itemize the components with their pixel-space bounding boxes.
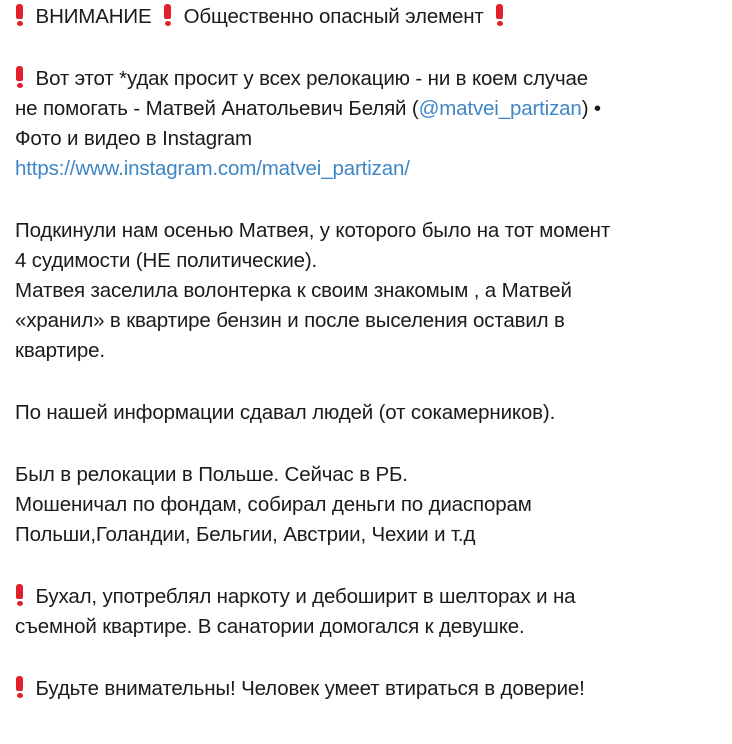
- paragraph-line: [15, 582, 727, 612]
- intro-text: ) •: [581, 97, 601, 120]
- paragraph-line: Польши,Голандии, Бельгии, Австрии, Чехии и т.д: [15, 523, 476, 546]
- user-mention-link[interactable]: @matvei_partizan: [418, 97, 582, 120]
- header-title: ВНИМАНИЕ: [35, 5, 152, 28]
- spacer: [15, 32, 727, 64]
- intro-line-2: [15, 94, 727, 124]
- paragraph-line: Подкинули нам осенью Матвея, у которого было на тот момент: [15, 219, 611, 242]
- instagram-url-link[interactable]: https://www.instagram.com/matvei_partizan/: [15, 157, 410, 180]
- intro-text: Фото и видео в Instagram: [15, 127, 252, 150]
- spacer: [15, 550, 727, 582]
- message-text: [15, 0, 727, 704]
- intro-text: не помогать - Матвей Анатольевич Беляй (: [15, 97, 419, 120]
- paragraph-line: Был в релокации в Польше. Сейчас в РБ.: [15, 463, 408, 486]
- paragraph-line: Мошеничал по фондам, собирал деньги по диаспорам: [15, 493, 532, 516]
- red-exclamation-icon: [15, 4, 24, 26]
- instagram-url-line: [15, 154, 727, 184]
- intro-line-1: [15, 64, 727, 94]
- paragraph-line: 4 судимости (НЕ политические).: [15, 249, 318, 272]
- final-warning-line: [15, 674, 727, 704]
- intro-line-3: [15, 124, 727, 154]
- red-exclamation-icon: [495, 4, 504, 26]
- paragraph-line: «хранил» в квартире бензин и после выселения оставил в: [15, 309, 565, 332]
- final-warning-text: Будьте внимательны! Человек умеет втираться в доверие!: [35, 677, 585, 700]
- red-exclamation-icon: [15, 66, 24, 88]
- paragraph-line: съемной квартире. В санатории домогался к девушке.: [15, 615, 525, 638]
- red-exclamation-icon: [15, 676, 24, 698]
- spacer: [15, 642, 727, 674]
- paragraph-line: квартире.: [15, 339, 105, 362]
- red-exclamation-icon: [163, 4, 172, 26]
- header-subtitle: Общественно опасный элемент: [183, 5, 484, 28]
- paragraph-line: Матвея заселила волонтерка к своим знакомым , а Матвей: [15, 279, 572, 302]
- header-line: [15, 2, 727, 32]
- red-exclamation-icon: [15, 584, 24, 606]
- spacer: [15, 184, 727, 216]
- paragraph-text: Бухал, употреблял наркоту и дебоширит в шелторах и на: [35, 585, 576, 608]
- spacer: [15, 428, 727, 460]
- spacer: [15, 366, 727, 398]
- paragraph-line: По нашей информации сдавал людей (от сокамерников).: [15, 401, 556, 424]
- intro-text: Вот этот *удак просит у всех релокацию - ни в коем случае: [35, 67, 589, 90]
